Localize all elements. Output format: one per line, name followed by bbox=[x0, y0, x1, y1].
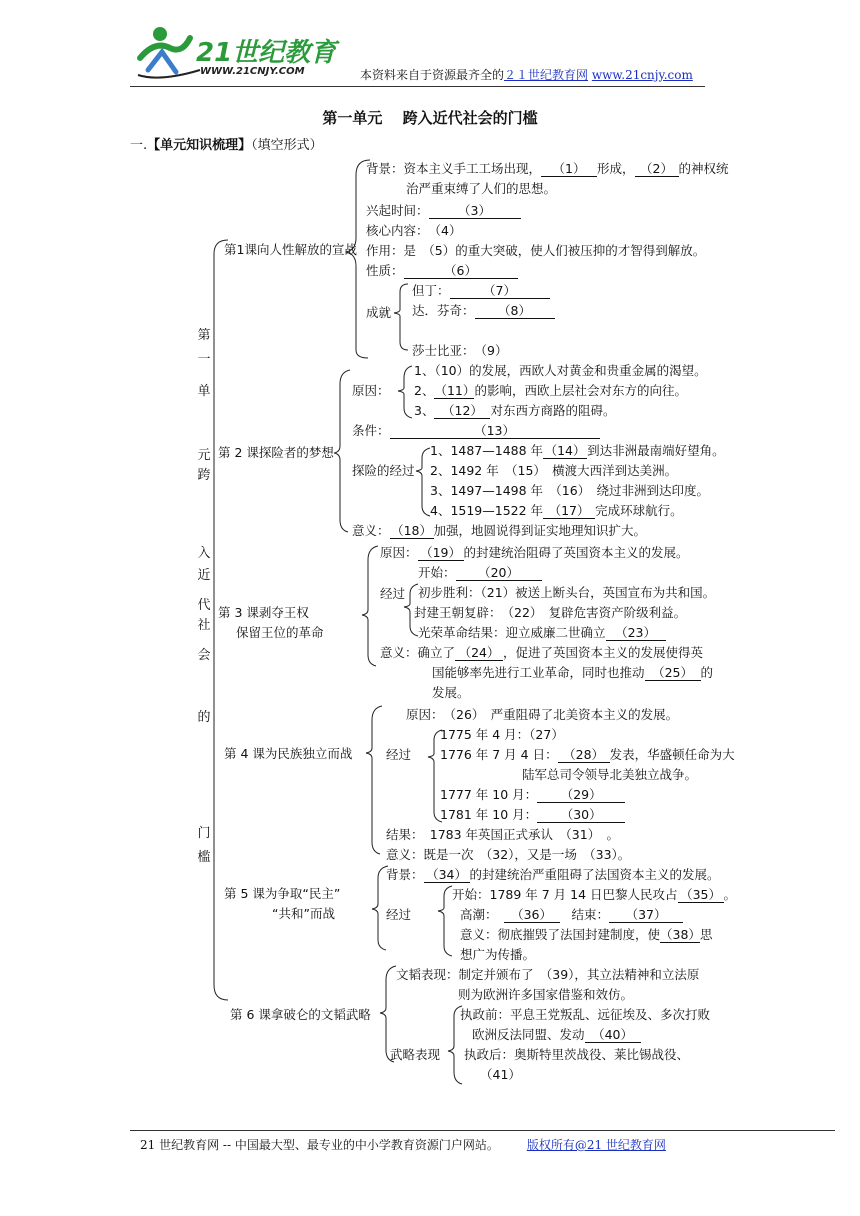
l2-reason-3: 3、 （12） 对东西方商路的阻碍。 bbox=[414, 403, 616, 418]
unit-title-char: 入 bbox=[197, 546, 211, 561]
l3-process-1: 初步胜利：（21）被送上断头台，英国宣布为共和国。 bbox=[418, 585, 716, 600]
footer-divider bbox=[130, 1130, 835, 1131]
l5-climax-end: 高潮： （36） 结束： （37） bbox=[460, 906, 683, 924]
l2-reason-label: 原因： bbox=[352, 383, 390, 398]
unit-title-char: 单 bbox=[197, 384, 211, 399]
logo-text: 21世纪教育 bbox=[196, 38, 337, 68]
l3-process-2: 封建王朝复辟： （22） 复辟危害资产阶级利益。 bbox=[414, 605, 687, 620]
l1-achievements-label: 成就 bbox=[366, 305, 392, 320]
l5-background: 背景： （34） 的封建统治严重阻碍了法国资本主义的发展。 bbox=[386, 867, 720, 882]
l5-process-label: 经过 bbox=[386, 907, 412, 922]
l2-explore-4: 4、1519—1522 年 （17） 完成环球航行。 bbox=[430, 503, 683, 518]
footer-copyright-link[interactable]: 版权所有@21 世纪教育网 bbox=[526, 1138, 666, 1152]
l4-process-1: 1775 年 4 月：（27） bbox=[440, 727, 564, 742]
l4-process-4: 1781 年 10 月： （30） bbox=[440, 806, 625, 824]
l1-effect: 作用：是 （5）的重大突破，使人们被压抑的才智得到解放。 bbox=[366, 243, 706, 258]
footer: 21 世纪教育网 -- 中国最大型、最专业的中小学教育资源门户网站。 版权所有@21 世纪教育网 bbox=[140, 1138, 666, 1152]
l6-wen: 文韬表现：制定并颁布了 （39），其立法精神和立法原 bbox=[396, 967, 700, 982]
section-heading: 一.【单元知识梳理】（填空形式） bbox=[130, 138, 323, 153]
l2-condition: 条件： （13） bbox=[352, 422, 600, 440]
lesson-3-title: 第 3 课剥夺王权 bbox=[218, 605, 309, 620]
l1-nature: 性质： （6） bbox=[366, 262, 518, 280]
l5-meaning-2: 想广为传播。 bbox=[460, 947, 536, 962]
l3-meaning-3: 发展。 bbox=[432, 685, 470, 700]
l6-wen-2: 则为欧洲许多国家借鉴和效仿。 bbox=[458, 987, 634, 1002]
l4-process-label: 经过 bbox=[386, 747, 412, 762]
l1-shakespeare: 莎士比亚： （9） bbox=[412, 343, 508, 358]
l3-meaning: 意义：确立了 （24） ，促进了英国资本主义的发展使得英 bbox=[380, 645, 704, 660]
lesson-2-title: 第 2 课探险者的梦想 bbox=[218, 445, 334, 460]
l6-after: 执政后：奥斯特里茨战役、莱比锡战役、 bbox=[464, 1047, 690, 1062]
l2-explore-label: 探险的经过 bbox=[352, 463, 415, 478]
l6-after-2: （41） bbox=[480, 1067, 521, 1082]
l1-dante: 但丁： （7） bbox=[412, 282, 550, 300]
l5-meaning: 意义：彻底摧毁了法国封建制度，使（38）思 bbox=[460, 927, 713, 942]
l1-davinci: 达．芬奇： （8） bbox=[412, 302, 555, 320]
l1-background: 背景：资本主义手工工场出现， （1） 形成， （2） 的神权统 bbox=[366, 161, 729, 176]
l2-explore-3: 3、1497—1498 年 （16） 绕过非洲到达印度。 bbox=[430, 483, 709, 498]
l4-process-2: 1776 年 7 月 4 日： （28） 发表，华盛顿任命为大 bbox=[440, 747, 735, 762]
lesson-1-title: 第1课向人性解放的宣战 bbox=[224, 242, 357, 257]
l3-start: 开始： （20） bbox=[418, 564, 542, 582]
unit-title-char: 一 bbox=[197, 352, 211, 367]
unit-title-char: 槛 bbox=[197, 850, 211, 865]
source-url[interactable]: www.21cnjy.com bbox=[591, 68, 693, 82]
unit-title-char: 的 bbox=[197, 710, 211, 725]
l4-result: 结果： 1783 年英国正式承认 （31） 。 bbox=[386, 827, 619, 842]
lesson-4-title: 第 4 课为民族独立而战 bbox=[224, 746, 353, 761]
source-link[interactable]: ２１世纪教育网 bbox=[504, 68, 589, 82]
unit-title-char: 元 bbox=[197, 448, 211, 463]
unit-title-char: 第 bbox=[197, 328, 211, 343]
l2-meaning: 意义： （18） 加强，地圆说得到证实地理知识扩大。 bbox=[352, 523, 647, 538]
unit-title-char: 跨 bbox=[197, 468, 211, 483]
l3-process-3: 光荣革命结果：迎立威廉二世确立 （23） bbox=[418, 624, 666, 642]
unit-title-char: 代 bbox=[197, 598, 211, 613]
header-source: 本资料来自于资源最齐全的２１世纪教育网 www.21cnjy.com bbox=[360, 68, 693, 82]
l3-reason: 原因： （19） 的封建统治阻碍了英国资本主义的发展。 bbox=[380, 545, 689, 560]
unit-title-char: 门 bbox=[197, 826, 211, 841]
lesson-5-subtitle: “共和”而战 bbox=[272, 906, 335, 921]
l6-before-2: 欧洲反法同盟、发动 （40） bbox=[472, 1026, 641, 1044]
l2-reason-1: 1、（10）的发展，西欧人对黄金和贵重金属的渴望。 bbox=[414, 363, 707, 378]
l4-meaning: 意义：既是一次 （32），又是一场 （33）。 bbox=[386, 847, 631, 862]
l3-process-label: 经过 bbox=[380, 586, 406, 601]
l5-start: 开始：1789 年 7 月 14 日巴黎人民攻占 （35） 。 bbox=[452, 887, 737, 902]
l1-time: 兴起时间： （3） bbox=[366, 202, 521, 220]
l2-explore-2: 2、1492 年 （15） 横渡大西洋到达美洲。 bbox=[430, 463, 678, 478]
l2-explore-1: 1、1487—1488 年 （14） 到达非洲最南端好望角。 bbox=[430, 443, 725, 458]
lesson-3-subtitle: 保留王位的革命 bbox=[236, 625, 324, 640]
l4-process-3: 1777 年 10 月： （29） bbox=[440, 786, 625, 804]
l4-reason: 原因： （26） 严重阻碍了北美资本主义的发展。 bbox=[406, 707, 679, 722]
logo-url: WWW.21CNJY.COM bbox=[200, 66, 305, 77]
l1-core: 核心内容： （4） bbox=[366, 223, 462, 238]
unit-title-char: 近 bbox=[197, 568, 211, 583]
l6-wu-label: 武略表现 bbox=[390, 1047, 441, 1062]
lesson-5-title: 第 5 课为争取“民主” bbox=[224, 886, 341, 901]
l3-meaning-2: 国能够率先进行工业革命，同时也推动 （25） 的 bbox=[432, 665, 714, 680]
page-title: 第一单元 跨入近代社会的门槛 bbox=[322, 109, 538, 127]
unit-title-char: 社 bbox=[197, 618, 211, 633]
l2-reason-2: 2、（11）的影响，西欧上层社会对东方的向往。 bbox=[414, 383, 687, 398]
unit-title-char: 会 bbox=[197, 648, 211, 663]
lesson-6-title: 第 6 课拿破仑的文韬武略 bbox=[230, 1007, 371, 1022]
l6-before: 执政前：平息王党叛乱、远征埃及、多次打败 bbox=[460, 1007, 711, 1022]
l4-process-2-cont: 陆军总司令领导北美独立战争。 bbox=[522, 767, 698, 782]
l1-background-cont: 治严重束缚了人们的思想。 bbox=[406, 181, 557, 196]
